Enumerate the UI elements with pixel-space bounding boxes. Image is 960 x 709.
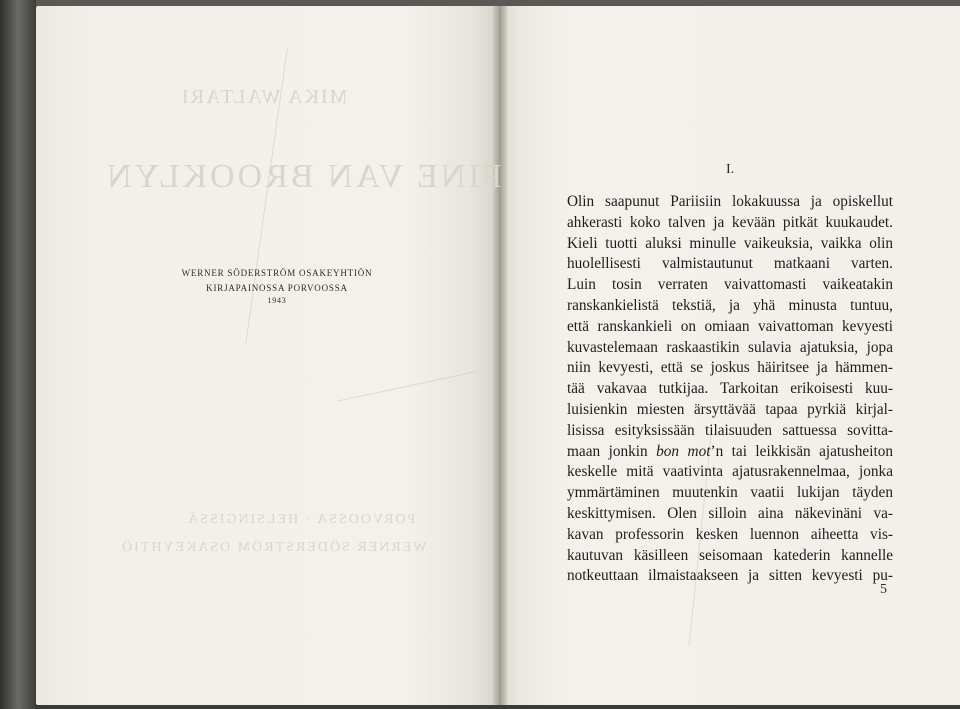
text-segment: kautuvan käsilleen seisomaan katederin kannelle [567,546,893,564]
text-segment: ahkerasti koko talven ja kevään pitkät kuukaudet. [567,213,893,231]
text-line [567,483,893,504]
text-line [567,504,893,525]
text-segment: lisissa esityksissään tilaisuuden sattuessa sovitta- [567,421,893,439]
text-segment: huolellisesti valmistautunut matkaani varten. [567,255,893,273]
bleed-through-author: MIKA WALTARI [180,86,348,108]
text-line [567,296,893,317]
left-page [36,6,498,705]
bleed-through-publisher-line1: PORVOOSSA · HELSINGISSÄ [186,512,416,527]
text-segment: ranskankielistä tekstiä, ja yhä minusta tuntuu, [567,296,893,314]
text-line [567,462,893,483]
text-line [567,338,893,359]
body-text [567,192,893,587]
text-line [567,442,893,463]
text-line [567,275,893,296]
text-line [567,421,893,442]
book-gutter [493,6,507,705]
text-segment: tää vakavaa tutkijaa. Tarkoitan erikoisesti kuu- [567,380,893,398]
text-segment: keskittymisen. Olen silloin aina näkevinäni va- [567,504,893,522]
text-segment: ymmärtäminen muutenkin vaatii lukijan täyden [567,484,893,502]
text-line [567,317,893,338]
text-segment: maan jonkin [567,442,657,460]
italic-phrase: bon mot [656,442,711,460]
imprint-line1: WERNER SÖDERSTRÖM OSAKEYHTIÖN [181,268,373,278]
text-line [567,254,893,275]
text-line [567,546,893,567]
text-segment: notkeuttaan ilmaistaakseen ja sitten kevyesti pu- [567,567,893,585]
text-segment: keskelle mitä vaativinta ajatusrakennelmaa, jonka [567,463,893,481]
text-segment: kavan professorin kesken luennon aiheetta vis- [567,525,893,543]
text-segment: Kieli tuotti aluksi minulle vaikeuksia, vaikka olin [567,234,893,252]
text-line [567,525,893,546]
text-segment: ’n tai leikkisän ajatusheiton [710,442,893,460]
text-line [567,566,893,587]
text-line [567,358,893,379]
text-segment: Luin tosin verraten vaivattomasti vaikeatakin [567,276,893,294]
text-line [567,192,893,213]
text-segment: luisienkin miesten ärsyttävää tapaa pyrkiä kirjal- [567,400,893,418]
paper-crease [337,371,474,401]
bleed-through-title: FINE VAN BROOKLYN [104,158,502,195]
imprint-line2: KIRJAPAINOSSA PORVOOSSA [206,283,348,293]
text-segment: kuvastelemaan raskaastikin sulavia ajatuksia, jopa [567,338,893,356]
bleed-through-publisher-line2: WERNER SÖDERSTRÖM OSAKEYHTIÖ [120,540,427,555]
text-segment: että ranskankieli on omiaan vaivattoman kevyesti [567,317,893,335]
text-segment: Olin saapunut Pariisiin lokakuussa ja opiskellut [567,193,893,210]
chapter-number: I. [726,162,735,177]
text-line [567,213,893,234]
text-line [567,379,893,400]
text-segment: niin kevyesti, että se joskus häiritsee ja hämmen- [567,359,893,377]
page-number: 5 [880,582,887,597]
imprint-year: 1943 [267,296,287,305]
text-line [567,400,893,421]
text-line [567,234,893,255]
